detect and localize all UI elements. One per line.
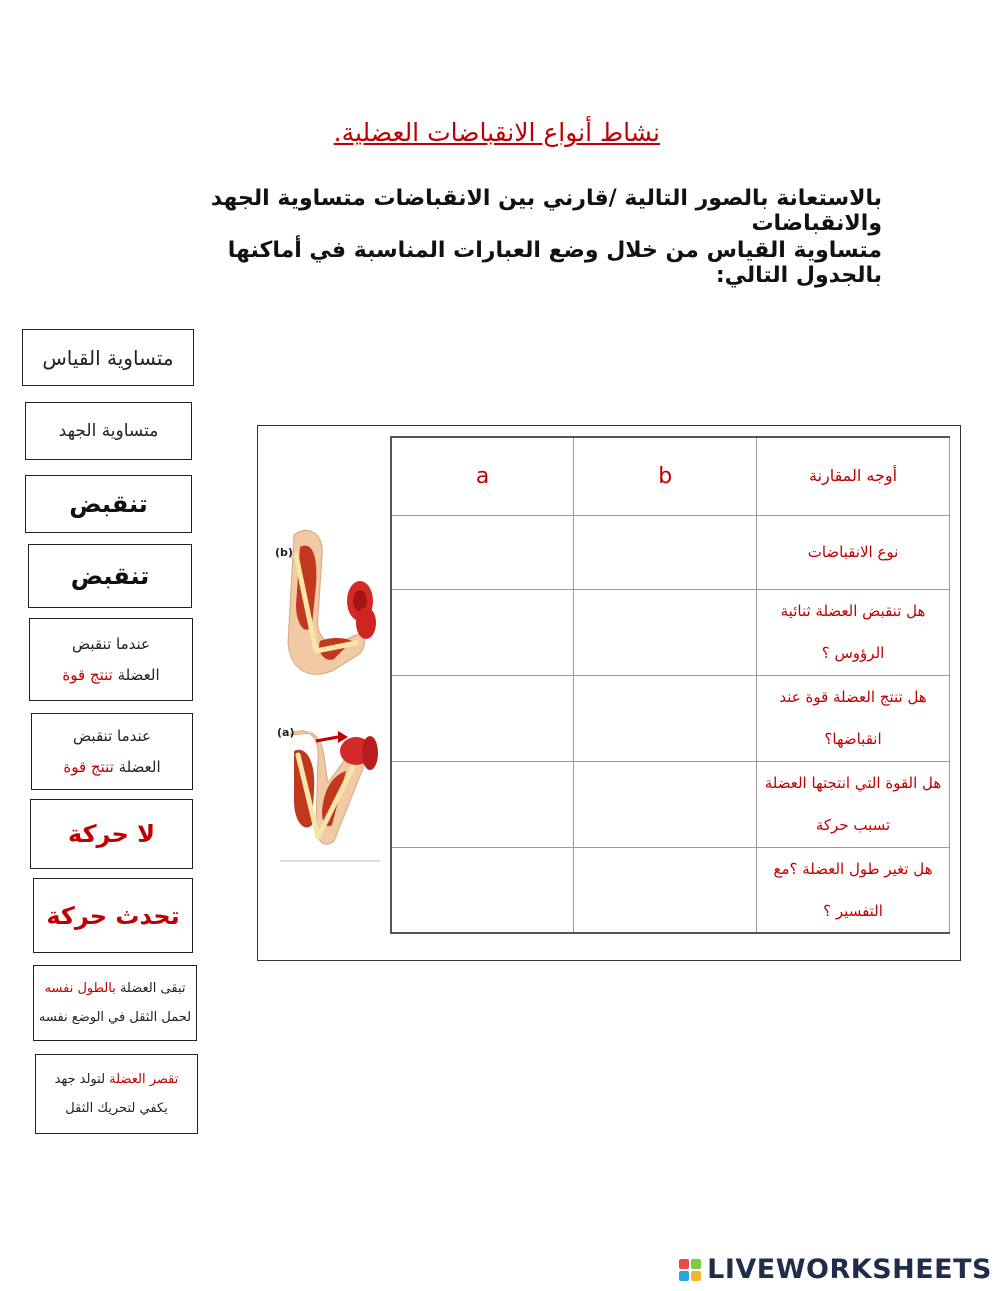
- figure-label-b: (b): [275, 546, 293, 559]
- card-text: العضلة: [113, 757, 161, 776]
- table-row-question: نوع الانقباضات: [757, 515, 950, 589]
- card-line: عندما تنقبض: [73, 726, 151, 745]
- card-line: لحمل الثقل في الوضع نفسه: [38, 1010, 192, 1025]
- table-row: [391, 761, 950, 847]
- drop-zone-a-length[interactable]: [391, 847, 574, 933]
- instruction-line-1: بالاستعانة بالصور التالية /قارني بين الانقباضات متساوية الجهد والانقباضات: [210, 186, 882, 236]
- drop-zone-b-movement[interactable]: [574, 761, 757, 847]
- table-row: [391, 847, 950, 933]
- drag-card-produces-force-1[interactable]: [29, 618, 193, 701]
- drop-zone-a-contract[interactable]: [391, 589, 574, 675]
- drop-zone-a-type[interactable]: [391, 515, 574, 589]
- arm-figure-a: [280, 731, 380, 861]
- drop-zone-a-force[interactable]: [391, 675, 574, 761]
- arm-figure-b: [288, 530, 376, 674]
- table-header-b: b: [574, 437, 757, 515]
- drag-card-movement-occurs[interactable]: تحدث حركة: [33, 878, 193, 953]
- card-line: عندما تنقبض: [72, 634, 150, 653]
- drag-card-isometric[interactable]: متساوية القياس: [22, 329, 194, 386]
- table-row-question: هل تنقبض العضلة ثنائية الرؤوس ؟: [757, 589, 950, 675]
- card-line: [63, 752, 160, 783]
- card-text: تبقى العضلة: [115, 981, 186, 996]
- card-line: [45, 974, 186, 1003]
- drop-zone-b-length[interactable]: [574, 847, 757, 933]
- figure-label-a: (a): [277, 726, 295, 739]
- drag-card-contracts-2[interactable]: تنقبض: [28, 544, 192, 608]
- card-text-highlight: تنتج قوة: [63, 757, 114, 776]
- card-text: لتولد جهد: [54, 1072, 110, 1087]
- card-text-highlight: تنتج قوة: [62, 665, 113, 684]
- table-header-criteria: أوجه المقارنة: [757, 437, 950, 515]
- brand-name: LIVEWORKSHEETS: [707, 1254, 992, 1285]
- table-row: [391, 589, 950, 675]
- table-row-question: هل القوة التي انتجتها العضلة تسبب حركة: [757, 761, 950, 847]
- drag-card-contracts-1[interactable]: تنقبض: [25, 475, 192, 533]
- drag-card-muscle-shortens[interactable]: [35, 1054, 198, 1134]
- card-text-highlight: تقصر العضلة: [109, 1072, 179, 1087]
- instruction-line-2: متساوية القياس من خلال وضع العبارات المناسبة في أماكنها بالجدول التالي:: [227, 238, 882, 288]
- table-row-question: هل تنتج العضلة قوة عند انقباضها؟: [757, 675, 950, 761]
- page-title: نشاط أنواع الانقباضات العضلية.: [333, 118, 660, 147]
- liveworksheets-logo-icon: [679, 1259, 701, 1281]
- drop-zone-b-contract[interactable]: [574, 589, 757, 675]
- arm-contraction-figure: [272, 525, 384, 865]
- footer-brand: [679, 1254, 992, 1285]
- card-line: [62, 660, 159, 691]
- drag-card-same-length[interactable]: [33, 965, 197, 1041]
- table-header-a: a: [391, 437, 574, 515]
- drag-card-isotonic[interactable]: متساوية الجهد: [25, 402, 192, 460]
- comparison-table: [390, 436, 950, 934]
- table-row-question: هل تغير طول العضلة ؟مع التفسير ؟: [757, 847, 950, 933]
- drag-card-no-movement[interactable]: لا حركة: [30, 799, 193, 869]
- drag-card-produces-force-2[interactable]: [31, 713, 193, 790]
- card-line: [55, 1065, 179, 1094]
- table-header-row: [391, 437, 950, 515]
- card-line: يكفي لتحريك الثقل: [65, 1101, 168, 1116]
- drop-zone-b-type[interactable]: [574, 515, 757, 589]
- card-text-highlight: بالطول نفسه: [44, 981, 116, 996]
- card-text: العضلة: [112, 665, 160, 684]
- table-row: [391, 675, 950, 761]
- drop-zone-b-force[interactable]: [574, 675, 757, 761]
- table-row: [391, 515, 950, 589]
- drop-zone-a-movement[interactable]: [391, 761, 574, 847]
